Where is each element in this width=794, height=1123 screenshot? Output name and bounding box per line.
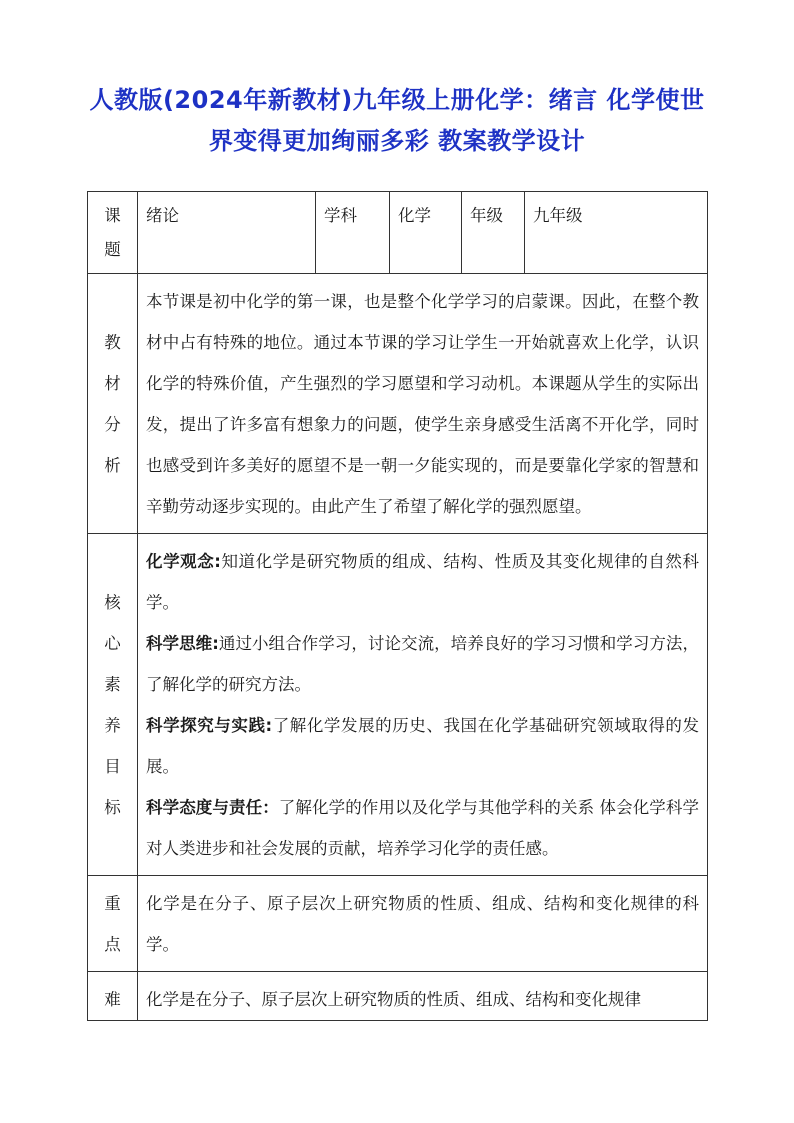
lesson-plan-table — [87, 191, 708, 1021]
core-label: 核 心 素 养 目 标 — [88, 534, 138, 876]
document-title — [60, 80, 734, 162]
subject-label: 学科 — [316, 192, 390, 274]
title-line-1: 人教版(2024年新教材)九年级上册化学：绪言 化学使世 — [89, 86, 705, 114]
key-point-label: 重 点 — [88, 876, 138, 972]
goal-heading: 科学思维: — [146, 634, 219, 653]
goal-item — [146, 705, 699, 787]
goal-text: 知道化学是研究物质的组成、结构、性质及其变化规律的自然科学。 — [146, 552, 699, 612]
core-row — [88, 534, 708, 876]
goal-text: 了解化学的作用以及化学与其他学科的关系 体会化学科学对人类进步和社会发展的贡献，培养学习化学的责任感。 — [146, 798, 700, 858]
goal-text: 通过小组合作学习，讨论交流，培养良好的学习习惯和学习方法，了解化学的研究方法。 — [146, 634, 699, 694]
difficulty-text: 化学是在分子、原子层次上研究物质的性质、组成、结构和变化规律 — [138, 972, 708, 1021]
analysis-label: 教 材 分 析 — [88, 274, 138, 534]
topic-label: 课 题 — [88, 192, 138, 274]
header-row — [88, 192, 708, 274]
topic-value: 绪论 — [138, 192, 316, 274]
key-point-row — [88, 876, 708, 972]
subject-value: 化学 — [390, 192, 462, 274]
difficulty-row — [88, 972, 708, 1021]
goal-text: 了解化学发展的历史、我国在化学基础研究领域取得的发展。 — [146, 716, 699, 776]
key-point-text: 化学是在分子、原子层次上研究物质的性质、组成、结构和变化规律的科学。 — [138, 876, 708, 972]
goal-item — [146, 787, 699, 869]
goal-item — [146, 541, 699, 623]
difficulty-label: 难 — [88, 972, 138, 1021]
core-goals — [138, 534, 708, 876]
title-line-2: 界变得更加绚丽多彩 教案教学设计 — [208, 127, 586, 155]
grade-label: 年级 — [462, 192, 525, 274]
analysis-row — [88, 274, 708, 534]
goal-item — [146, 623, 699, 705]
goal-heading: 科学态度与责任： — [146, 798, 279, 817]
goal-heading: 化学观念: — [146, 552, 221, 571]
analysis-text: 本节课是初中化学的第一课，也是整个化学学习的启蒙课。因此，在整个教材中占有特殊的地位。通过本节课的学习让学生一开始就喜欢上化学，认识化学的特殊价值，产生强烈的学习愿望和学习动机。本课题从学生的实际出发，提出了许多富有想象力的问题，使学生亲身感受生活离不开化学，同时也感受到许多美好的愿望不是一朝一夕能实现的，而是要靠化学家的智慧和辛勤劳动逐步实现的。由此产生了希望了解化学的强烈愿望。 — [138, 274, 708, 534]
grade-value: 九年级 — [525, 192, 708, 274]
goal-heading: 科学探究与实践: — [146, 716, 273, 735]
